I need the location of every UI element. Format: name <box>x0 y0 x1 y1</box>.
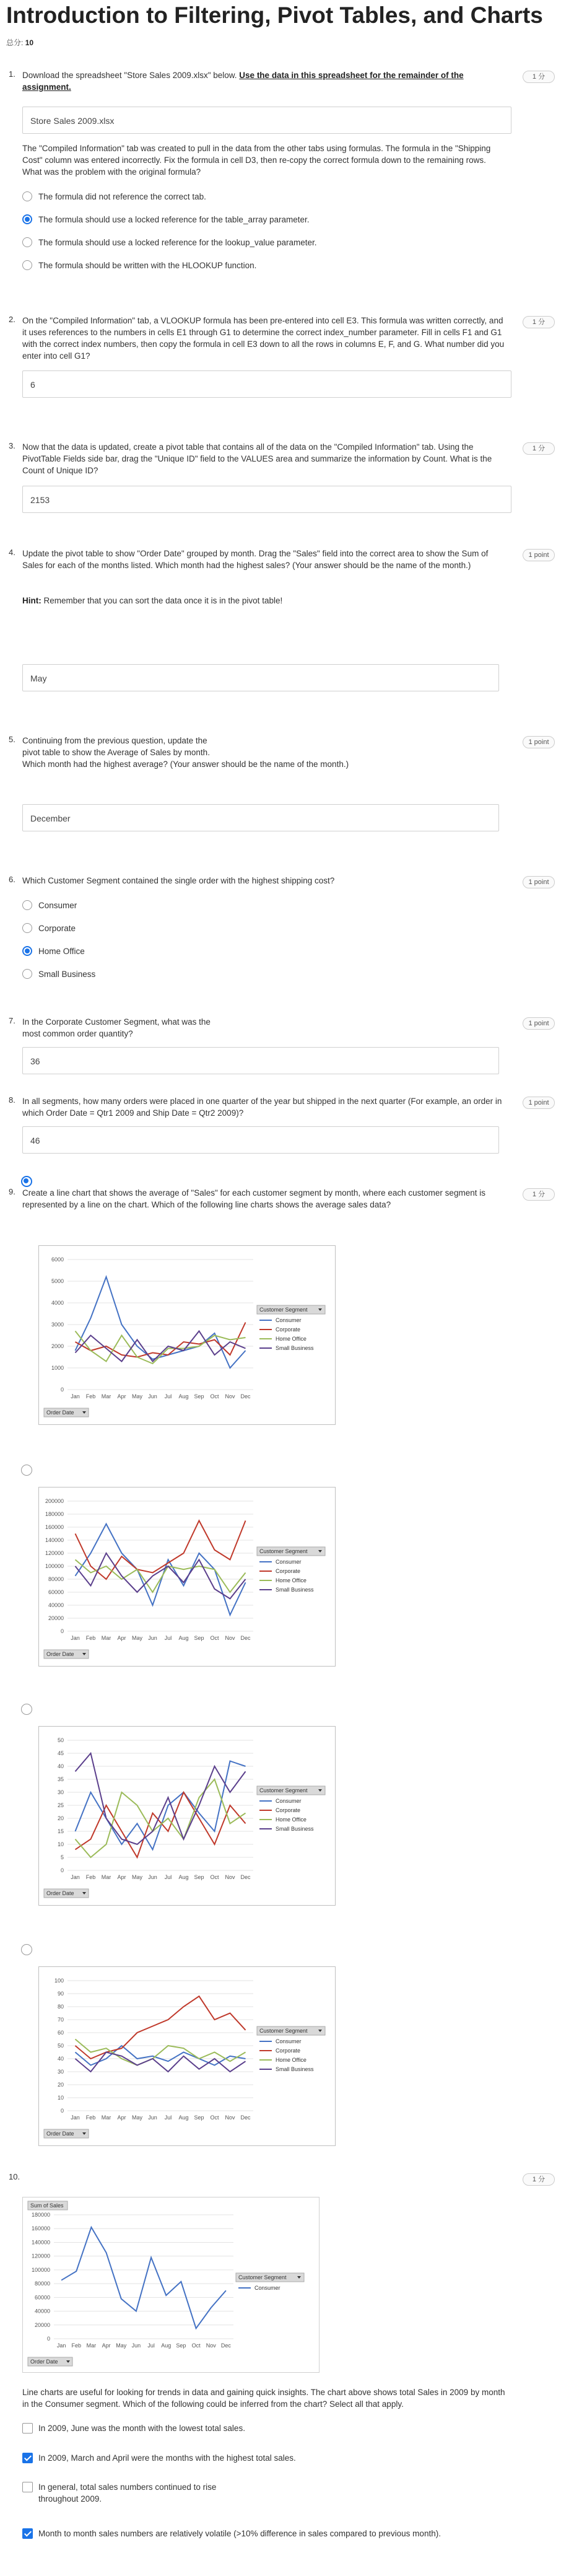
y-tick-label: 60 <box>57 2030 64 2036</box>
x-tick-label: Jul <box>147 2342 155 2349</box>
question-number: 6. <box>9 875 15 884</box>
line-chart-4 <box>39 1967 335 2145</box>
y-tick-label: 5000 <box>51 1278 64 1284</box>
question-number: 10. <box>9 2172 20 2181</box>
y-tick-label: 30 <box>57 2069 64 2075</box>
points-badge: 1 分 <box>523 2173 555 2186</box>
y-tick-label: 1000 <box>51 1365 64 1371</box>
radio-selected-icon[interactable] <box>22 214 32 224</box>
y-tick-label: 3000 <box>51 1321 64 1328</box>
chart-option-2-radio[interactable] <box>21 1465 32 1476</box>
y-tick-label: 20 <box>57 2082 64 2088</box>
line-chart-1 <box>39 1246 335 1424</box>
x-tick-label: Feb <box>85 1393 96 1400</box>
x-tick-label: Aug <box>178 2114 189 2121</box>
x-tick-label: Jan <box>71 1635 80 1641</box>
question-number: 1. <box>9 69 15 79</box>
x-tick-label: Oct <box>210 1874 219 1880</box>
chart-consumer-sales <box>22 2197 320 2373</box>
legend-entry: Home Office <box>276 1577 307 1584</box>
line-chart-consumer <box>23 2197 319 2372</box>
x-tick-label: Jun <box>131 2342 141 2349</box>
y-tick-label: 0 <box>60 2108 64 2114</box>
question-text: On the "Compiled Information" tab, a VLOOKUP formula has been pre-entered into cell E3. This formula was written correctly, and it uses references to the numbers in cells E1 through G1 to determine the correct index_number parameter. Fill in cells F1 and G1 with the correct index numbers, then copy the formula in cell E3 down to all the rows in columns E, F, and G. What number did you enter into cell G1? <box>22 316 505 361</box>
y-tick-label: 40000 <box>48 1602 64 1608</box>
question-number: 8. <box>9 1095 15 1105</box>
y-tick-label: 140000 <box>31 2239 50 2246</box>
x-tick-label: Jun <box>148 1874 157 1880</box>
legend-entry: Consumer <box>276 1317 302 1323</box>
order-date-label: Order Date <box>30 2359 58 2365</box>
sum-of-sales-label: Sum of Sales <box>30 2202 64 2209</box>
x-tick-label: Apr <box>117 1635 126 1641</box>
y-tick-label: 0 <box>60 1628 64 1634</box>
y-tick-label: 100 <box>54 1978 64 1984</box>
line-chart-2 <box>39 1487 335 1666</box>
question-text: Download the spreadsheet "Store Sales 2009.xlsx" below. Use the data in this spreadsheet for the remainder of the assignment. <box>22 71 464 92</box>
x-tick-label: May <box>131 1635 143 1641</box>
checkbox-checked-icon[interactable] <box>22 2453 33 2463</box>
legend-title: Customer Segment <box>259 1787 308 1794</box>
x-tick-label: May <box>131 2114 143 2121</box>
x-tick-label: Nov <box>206 2342 216 2349</box>
y-tick-label: 180000 <box>45 1511 64 1517</box>
y-tick-label: 80000 <box>34 2280 50 2287</box>
x-tick-label: Feb <box>85 2114 96 2121</box>
x-tick-label: Jun <box>148 1635 157 1641</box>
legend-entry: Consumer <box>276 2038 302 2044</box>
x-tick-label: Sep <box>194 1874 204 1880</box>
x-tick-label: Aug <box>178 1874 189 1880</box>
x-tick-label: Apr <box>117 1393 126 1400</box>
x-tick-label: Jan <box>71 1874 80 1880</box>
attachment-field[interactable]: Store Sales 2009.xlsx <box>22 107 511 134</box>
x-tick-label: Mar <box>101 1393 111 1400</box>
question-text-2: Which month had the highest average? (Your answer should be the name of the month.) <box>22 760 349 769</box>
points-badge: 1 point <box>523 1017 555 1030</box>
legend-entry: Consumer <box>276 1559 302 1565</box>
y-tick-label: 15 <box>57 1828 64 1834</box>
answer-input[interactable]: 6 <box>22 370 511 398</box>
legend-entry: Home Office <box>276 1336 307 1342</box>
x-tick-label: Oct <box>210 1635 219 1641</box>
question-text: Which Customer Segment contained the single order with the highest shipping cost? <box>22 876 335 885</box>
points-badge: 1 分 <box>523 71 555 83</box>
y-tick-label: 50 <box>57 2043 64 2049</box>
points-badge: 1 point <box>523 736 555 748</box>
y-tick-label: 90 <box>57 1991 64 1997</box>
page-title: Introduction to Filtering, Pivot Tables, and Charts <box>6 2 543 28</box>
x-tick-label: Dec <box>240 1874 251 1880</box>
radio-icon[interactable] <box>22 260 32 270</box>
x-tick-label: Nov <box>225 1635 235 1641</box>
y-tick-label: 140000 <box>45 1537 64 1543</box>
y-tick-label: 40000 <box>34 2308 50 2315</box>
y-tick-label: 80000 <box>48 1576 64 1582</box>
x-tick-label: Dec <box>240 1393 251 1400</box>
x-tick-label: Apr <box>102 2342 111 2349</box>
legend-entry: Consumer <box>254 2285 280 2291</box>
chart-option-1[interactable] <box>38 1245 336 1425</box>
x-tick-label: Sep <box>194 1393 204 1400</box>
question-text: Line charts are useful for looking for trends in data and gaining quick insights. The chart above shows total Sales in 2009 by month in the Consumer segment. Which of the following could be inferred from the chart? Select all that apply. <box>22 2388 505 2409</box>
order-date-label: Order Date <box>46 1409 74 1416</box>
y-tick-label: 0 <box>60 1387 64 1393</box>
points-badge: 1 分 <box>523 316 555 328</box>
x-tick-label: Jan <box>56 2342 66 2349</box>
series-line-consumer <box>76 1524 246 1615</box>
answer-input[interactable]: 36 <box>22 1047 499 1074</box>
y-tick-label: 6000 <box>51 1256 64 1263</box>
legend-entry: Small Business <box>276 1826 314 1832</box>
question-number: 4. <box>9 548 15 557</box>
y-tick-label: 50 <box>57 1737 64 1743</box>
question-text: Create a line chart that shows the average of "Sales" for each customer segment by month, where each customer segment is represented by a line on the chart. Which of the following line charts shows the average sales data? <box>22 1188 485 1209</box>
y-tick-label: 20000 <box>48 1615 64 1621</box>
chart-option-3-radio[interactable] <box>21 1704 32 1715</box>
radio-icon[interactable] <box>22 923 32 933</box>
y-tick-label: 25 <box>57 1802 64 1808</box>
chart-option-3[interactable] <box>38 1726 336 1906</box>
order-date-label: Order Date <box>46 1651 74 1657</box>
question-text: In all segments, how many orders were placed in one quarter of the year but shipped in the next quarter (For example, an order in which Order Date = Qtr1 2009 and Ship Date = Qtr2 2009)? <box>22 1097 502 1118</box>
x-tick-label: May <box>116 2342 127 2349</box>
x-tick-label: Jul <box>164 1393 172 1400</box>
answer-input[interactable]: December <box>22 804 499 831</box>
y-tick-label: 45 <box>57 1750 64 1756</box>
x-tick-label: Jul <box>164 1635 172 1641</box>
x-tick-label: Oct <box>210 1393 219 1400</box>
x-tick-label: Mar <box>101 2114 111 2121</box>
x-tick-label: Nov <box>225 1393 235 1400</box>
series-line-corporate <box>76 1323 246 1357</box>
y-tick-label: 200000 <box>45 1498 64 1504</box>
question-text: Continuing from the previous question, update the pivot table to show the Average of Sales by month. <box>22 736 210 757</box>
legend-entry: Small Business <box>276 1345 314 1351</box>
answer-input[interactable]: May <box>22 664 499 691</box>
y-tick-label: 20 <box>57 1815 64 1821</box>
x-tick-label: Jan <box>71 1393 80 1400</box>
x-tick-label: Feb <box>71 2342 82 2349</box>
points-badge: 1 point <box>523 549 555 561</box>
legend-entry: Corporate <box>276 1326 301 1333</box>
x-tick-label: Sep <box>176 2342 186 2349</box>
y-tick-label: 30 <box>57 1789 64 1795</box>
y-tick-label: 40 <box>57 2056 64 2062</box>
chart-option-4[interactable] <box>38 1966 336 2146</box>
legend-entry: Home Office <box>276 2057 307 2063</box>
x-tick-label: Aug <box>178 1635 189 1641</box>
order-date-label: Order Date <box>46 1890 74 1896</box>
x-tick-label: Sep <box>194 1635 204 1641</box>
x-tick-label: Feb <box>85 1874 96 1880</box>
x-tick-label: Mar <box>101 1874 111 1880</box>
y-tick-label: 160000 <box>45 1524 64 1530</box>
series-line-small-business <box>76 1553 246 1599</box>
x-tick-label: Jun <box>148 1393 157 1400</box>
y-tick-label: 0 <box>46 2336 50 2342</box>
x-tick-label: Jul <box>164 1874 172 1880</box>
y-tick-label: 100000 <box>31 2266 50 2273</box>
chart-option-2[interactable] <box>38 1487 336 1667</box>
x-tick-label: Dec <box>220 2342 231 2349</box>
legend-entry: Consumer <box>276 1798 302 1804</box>
answer-input[interactable]: 2153 <box>22 486 511 513</box>
y-tick-label: 60000 <box>34 2294 50 2301</box>
x-tick-label: May <box>131 1874 143 1880</box>
x-tick-label: Apr <box>117 1874 126 1880</box>
x-tick-label: Nov <box>225 1874 235 1880</box>
x-tick-label: Oct <box>191 2342 201 2349</box>
x-tick-label: Dec <box>240 2114 251 2121</box>
question-number: 7. <box>9 1016 15 1025</box>
x-tick-label: Mar <box>86 2342 97 2349</box>
question-number: 3. <box>9 441 15 450</box>
x-tick-label: May <box>131 1393 143 1400</box>
legend-entry: Small Business <box>276 1587 314 1593</box>
y-tick-label: 120000 <box>31 2253 50 2259</box>
legend-entry: Corporate <box>276 1807 301 1813</box>
y-tick-label: 20000 <box>34 2321 50 2328</box>
y-tick-label: 10 <box>57 2095 64 2101</box>
legend-title: Customer Segment <box>259 1548 308 1554</box>
checkbox-checked-icon[interactable] <box>22 2528 33 2539</box>
y-tick-label: 160000 <box>31 2225 50 2232</box>
x-tick-label: Mar <box>101 1635 111 1641</box>
x-tick-label: Aug <box>161 2342 172 2349</box>
hint-text: Hint: Remember that you can sort the data once it is in the pivot table! <box>22 596 283 605</box>
question-number: 2. <box>9 315 15 324</box>
radio-icon[interactable] <box>22 900 32 910</box>
x-tick-label: Apr <box>117 2114 126 2121</box>
chart-option-4-radio[interactable] <box>21 1944 32 1955</box>
answer-input[interactable]: 46 <box>22 1126 499 1154</box>
question-text: In the Corporate Customer Segment, what was the most common order quantity? <box>22 1017 211 1038</box>
legend-entry: Corporate <box>276 1568 301 1574</box>
question-text-2: The "Compiled Information" tab was created to pull in the data from the other tabs using formulas. The formula in the "Shipping Cost" column was entered incorrectly. Fix the formula in cell D3, then re-copy the correct formula down to the remaining rows. What was the problem with the original formula? <box>22 144 491 177</box>
legend-entry: Home Office <box>276 1816 307 1823</box>
x-tick-label: Dec <box>240 1635 251 1641</box>
chart-option-1-radio[interactable] <box>21 1176 32 1187</box>
checkbox-icon[interactable] <box>22 2482 33 2492</box>
x-tick-label: Aug <box>178 1393 189 1400</box>
y-tick-label: 5 <box>60 1854 64 1860</box>
points-badge: 1 分 <box>523 1188 555 1201</box>
line-chart-3 <box>39 1727 335 1905</box>
y-tick-label: 35 <box>57 1776 64 1782</box>
total-score: 总分: 10 <box>6 38 34 47</box>
x-tick-label: Jan <box>71 2114 80 2121</box>
points-badge: 1 point <box>523 1097 555 1109</box>
x-tick-label: Feb <box>85 1635 96 1641</box>
y-tick-label: 60000 <box>48 1589 64 1595</box>
y-tick-label: 40 <box>57 1763 64 1769</box>
order-date-label: Order Date <box>46 2131 74 2137</box>
legend-entry: Corporate <box>276 2048 301 2054</box>
question-number: 5. <box>9 735 15 744</box>
checkbox-icon[interactable] <box>22 2423 33 2434</box>
y-tick-label: 120000 <box>45 1550 64 1556</box>
y-tick-label: 4000 <box>51 1300 64 1306</box>
y-tick-label: 2000 <box>51 1343 64 1349</box>
question-text: Update the pivot table to show "Order Date" grouped by month. Drag the "Sales" field into the correct area to show the Sum of Sales for each of the months listed. Which month had the highest sales? (Your answer should be the name of the month.) <box>22 549 489 570</box>
y-tick-label: 10 <box>57 1841 64 1847</box>
y-tick-label: 80 <box>57 2004 64 2010</box>
question-text: Now that the data is updated, create a pivot table that contains all of the data on the "Compiled Information" tab. Using the PivotTable Fields side bar, drag the "Unique ID" field to the VALUES area and summarize the information by Count. What is the Count of Unique ID? <box>22 442 492 475</box>
radio-icon[interactable] <box>22 237 32 247</box>
radio-icon[interactable] <box>22 191 32 201</box>
x-tick-label: Sep <box>194 2114 204 2121</box>
question-number: 9. <box>9 1187 15 1196</box>
radio-icon[interactable] <box>22 969 32 979</box>
legend-title: Customer Segment <box>238 2274 287 2280</box>
x-tick-label: Jul <box>164 2114 172 2121</box>
y-tick-label: 100000 <box>45 1563 64 1569</box>
x-tick-label: Nov <box>225 2114 235 2121</box>
points-badge: 1 分 <box>523 442 555 455</box>
legend-title: Customer Segment <box>259 2028 308 2034</box>
y-tick-label: 70 <box>57 2017 64 2023</box>
radio-selected-icon[interactable] <box>22 946 32 956</box>
points-badge: 1 point <box>523 876 555 888</box>
x-tick-label: Jun <box>148 2114 157 2121</box>
x-tick-label: Oct <box>210 2114 219 2121</box>
y-tick-label: 0 <box>60 1867 64 1873</box>
y-tick-label: 180000 <box>31 2212 50 2218</box>
legend-title: Customer Segment <box>259 1307 308 1313</box>
legend-entry: Small Business <box>276 2066 314 2072</box>
